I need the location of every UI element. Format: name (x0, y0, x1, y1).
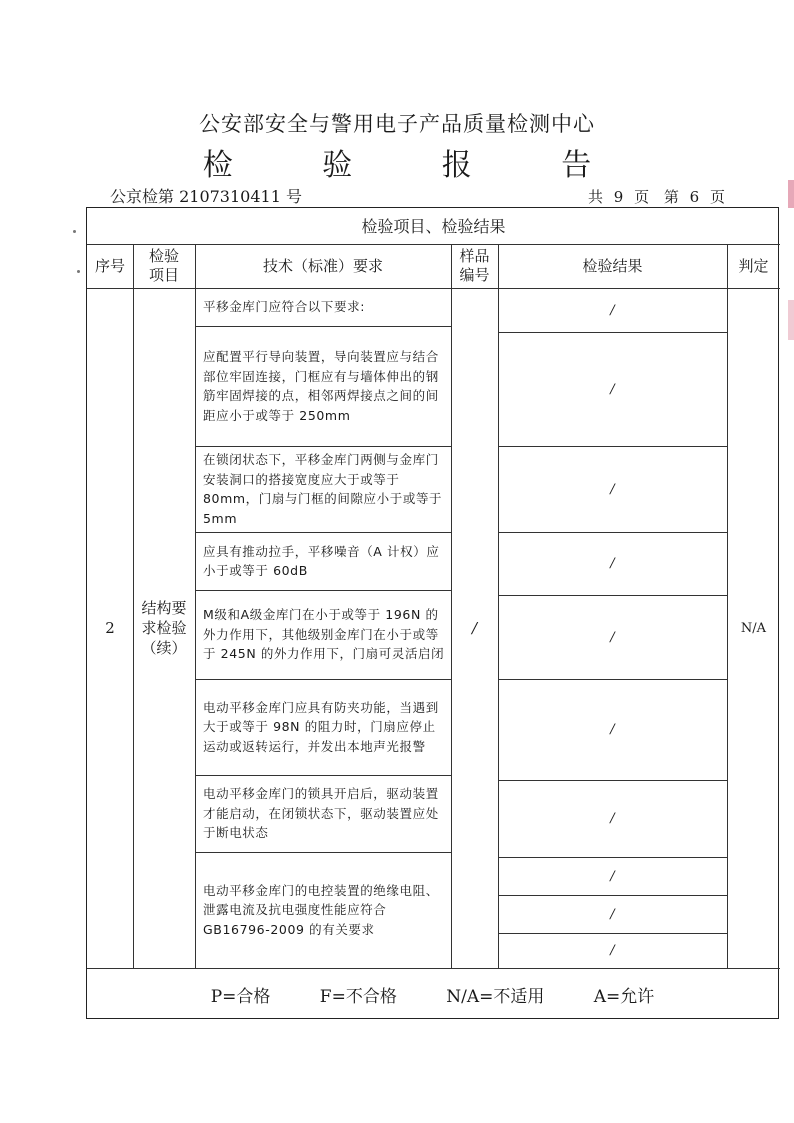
page-info (588, 186, 729, 207)
legend (86, 982, 779, 1007)
scan-dot (77, 270, 80, 273)
col-header-result: 检验结果 (582, 256, 643, 275)
result-cell: / (610, 629, 615, 645)
col-header-sample-no: 样品 编号 (459, 247, 490, 284)
requirement-item: M级和A级金库门在小于或等于 196N 的外力作用下，其他级别金库门在小于或等于 245N 的外力作用下，门扇可灵活启闭 (203, 607, 445, 662)
requirement-item: 电动平移金库门的电控装置的绝缘电阻、泄露电流及抗电强度性能应符合 GB16796-2009 的有关要求 (203, 882, 439, 937)
row-item: 结构要 求检验 （续） (141, 599, 187, 657)
col-header-seq: 序号 (94, 256, 125, 275)
result-cell: / (610, 811, 615, 826)
legend-pass: P=合格 (210, 987, 271, 1007)
result-cell: / (610, 906, 615, 922)
organization-name: 公安部安全与警用电子产品质量检测中心 (199, 112, 595, 136)
row-seq: 2 (105, 618, 115, 637)
result-cell: / (610, 722, 615, 737)
legend-allow: A=允许 (593, 987, 655, 1007)
col-header-verdict: 判定 (738, 256, 769, 275)
total-pages: 共 9 页 (588, 188, 650, 206)
edge-stamp-mark (788, 180, 794, 208)
result-cell: / (610, 943, 615, 958)
edge-stamp-mark (788, 300, 794, 340)
requirement-item: 应配置平行导向装置，导向装置应与结合部位牢固连接，门框应有与墙体伸出的钢筋牢固焊接的点，相邻两焊接点之间的间距应小于或等于 250mm (203, 349, 439, 423)
requirement-item: 电动平移金库门的锁具开启后，驱动装置才能启动，在闭锁状态下，驱动装置应处于断电状态 (203, 786, 439, 841)
result-cell: / (610, 556, 615, 571)
report-table (86, 207, 779, 1019)
requirement-item: 平移金库门应符合以下要求: (203, 299, 366, 315)
result-cell: / (610, 868, 615, 884)
current-page: 第 6 页 (663, 188, 725, 206)
row-verdict: N/A (740, 620, 767, 636)
legend-na: N/A=不适用 (446, 987, 545, 1007)
result-cell: / (610, 302, 615, 318)
requirement-item: 应具有推动拉手，平移噪音（A 计权）应小于或等于 60dB (203, 543, 440, 578)
col-divider-2 (195, 244, 196, 968)
requirement-item: 在锁闭状态下，平移金库门两侧与金库门安装洞口的搭接宽度应大于或等于 80mm，门扇与门框的间隙应小于或等于 5mm (203, 452, 443, 526)
scan-dot (73, 230, 76, 233)
requirement-item: 电动平移金库门应具有防夹功能，当遇到大于或等于 98N 的阻力时，门扇应停止运动或返转运行，并发出本地声光报警 (203, 699, 439, 754)
row-sample-no: / (471, 618, 478, 637)
col-header-requirement: 技术（标准）要求 (262, 256, 383, 275)
result-cell: / (610, 381, 615, 397)
report-title: 检 验 报 告 (202, 148, 632, 183)
body-bottom-divider (87, 968, 780, 969)
col-header-item: 检验 项目 (148, 247, 179, 284)
result-cell: / (610, 481, 615, 497)
legend-fail: F=不合格 (319, 987, 397, 1007)
section-title: 检验项目、检验结果 (361, 216, 506, 236)
report-number: 公京检第 2107310411 号 (110, 187, 302, 206)
